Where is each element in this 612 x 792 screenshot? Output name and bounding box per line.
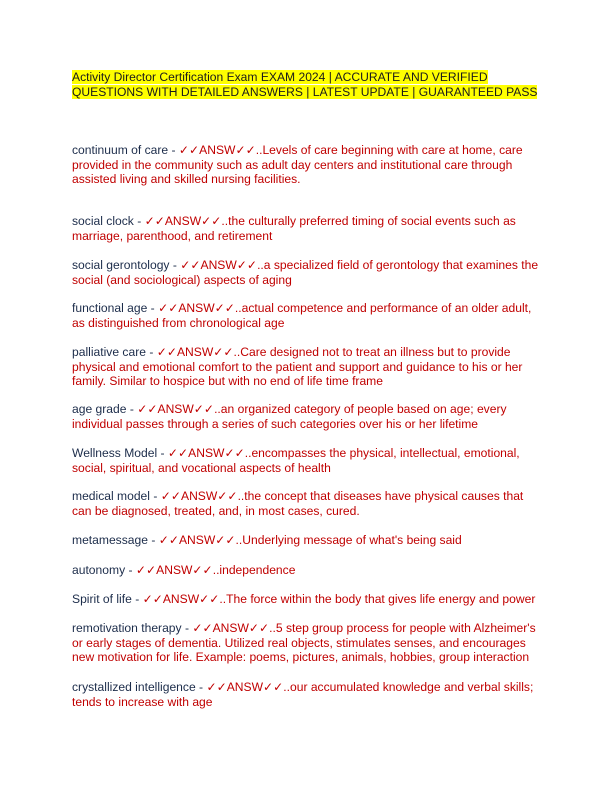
entry-separator: -	[181, 621, 193, 635]
entry-term: age grade	[72, 402, 127, 416]
entry-term: autonomy	[72, 563, 126, 577]
entry-separator: -	[195, 680, 207, 694]
entry-definition: ..actual competence and performance of an older adult, as distinguished from chronological age	[72, 301, 532, 330]
entry-term: medical model	[72, 489, 150, 503]
entry-separator: -	[133, 214, 145, 228]
qa-entry-functional-age	[72, 301, 544, 330]
entry-separator: -	[145, 345, 157, 359]
entry-separator: -	[168, 143, 179, 157]
entry-definition: ..independence	[212, 563, 296, 577]
answer-marker: ✓✓ANSW✓✓	[142, 592, 220, 606]
entry-separator: -	[131, 592, 143, 606]
entry-definition: ..an organized category of people based on age; every individual passes through a series of such categories over his or her lifetime	[72, 402, 507, 431]
entry-definition: ..The force within the body that gives life energy and power	[219, 592, 536, 606]
qa-entry-wellness-model	[72, 446, 544, 475]
qa-entry-metamessage	[72, 533, 544, 548]
document-title	[72, 70, 542, 99]
answer-marker: ✓✓ANSW✓✓	[137, 402, 215, 416]
answer-marker: ✓✓ANSW✓✓	[158, 301, 235, 315]
qa-entry-continuum-of-care	[72, 143, 544, 187]
entry-definition: ..5 step group process for people with Alzheimer's or early stages of dementia. Utilized real objects, stimulates senses, and encourages new motivation for life. Example: poems, pictures, animals, hobbies, group interaction	[72, 621, 536, 665]
answer-marker: ✓✓ANSW✓✓	[206, 680, 284, 694]
entry-separator: -	[126, 402, 138, 416]
entry-term: Spirit of life	[72, 592, 132, 606]
entry-definition: ..our accumulated knowledge and verbal skills; tends to increase with age	[72, 680, 534, 709]
entry-definition: ..encompasses the physical, intellectual, emotional, social, spiritual, and vocational aspects of health	[72, 446, 520, 475]
entry-definition: ..the culturally preferred timing of social events such as marriage, parenthood, and retirement	[72, 214, 516, 243]
entry-definition: ..a specialized field of gerontology that examines the social (and sociological) aspects of aging	[72, 258, 539, 287]
answer-marker: ✓✓ANSW✓✓	[160, 489, 238, 503]
entry-term: social gerontology	[72, 258, 170, 272]
entry-definition: ..Levels of care beginning with care at home, care provided in the community such as adult day centers and institutional care through assisted living and skilled nursing facilities.	[72, 143, 523, 187]
qa-entry-autonomy	[72, 563, 544, 578]
answer-marker: ✓✓ANSW✓✓	[156, 345, 234, 359]
entry-definition: ..the concept that diseases have physical causes that can be diagnosed, treated, and, in most cases, cured.	[72, 489, 524, 518]
entry-term: social clock	[72, 214, 134, 228]
entry-separator: -	[149, 489, 161, 503]
entry-term: remotivation therapy	[72, 621, 182, 635]
entry-separator: -	[125, 563, 136, 577]
answer-marker: ✓✓ANSW✓✓	[178, 143, 256, 157]
entry-definition: ..Care designed not to treat an illness but to provide physical and emotional comfort to the patient and support and guidance to his or her family. Similar to hospice but with no end of life time frame	[72, 345, 523, 389]
document-title-text: Activity Director Certification Exam EXAM 2024 | ACCURATE AND VERIFIED QUESTIONS WITH DETAILED ANSWERS | LATEST UPDATE | GUARANTEED PASS	[72, 70, 538, 99]
qa-entry-palliative-care	[72, 345, 544, 389]
answer-marker: ✓✓ANSW✓✓	[180, 258, 258, 272]
qa-entry-crystallized-intelligence	[72, 680, 544, 709]
entry-term: Wellness Model	[72, 446, 158, 460]
entry-term: crystallized intelligence	[72, 680, 196, 694]
entry-separator: -	[147, 301, 159, 315]
qa-entry-medical-model	[72, 489, 544, 518]
entry-term: palliative care	[72, 345, 146, 359]
qa-entry-age-grade	[72, 402, 544, 431]
entry-separator: -	[157, 446, 168, 460]
answer-marker: ✓✓ANSW✓✓	[192, 621, 270, 635]
entry-term: continuum of care	[72, 143, 169, 157]
entry-term: functional age	[72, 301, 148, 315]
answer-marker: ✓✓ANSW✓✓	[144, 214, 222, 228]
qa-entry-social-gerontology	[72, 258, 544, 287]
qa-entry-spirit-of-life	[72, 592, 544, 607]
entry-separator: -	[169, 258, 181, 272]
qa-entry-social-clock	[72, 214, 544, 243]
answer-marker: ✓✓ANSW✓✓	[158, 533, 236, 547]
qa-entry-remotivation-therapy	[72, 621, 544, 665]
answer-marker: ✓✓ANSW✓✓	[135, 563, 213, 577]
entry-separator: -	[147, 533, 159, 547]
answer-marker: ✓✓ANSW✓✓	[167, 446, 245, 460]
entry-term: metamessage	[72, 533, 148, 547]
entry-definition: ..Underlying message of what's being said	[235, 533, 462, 547]
